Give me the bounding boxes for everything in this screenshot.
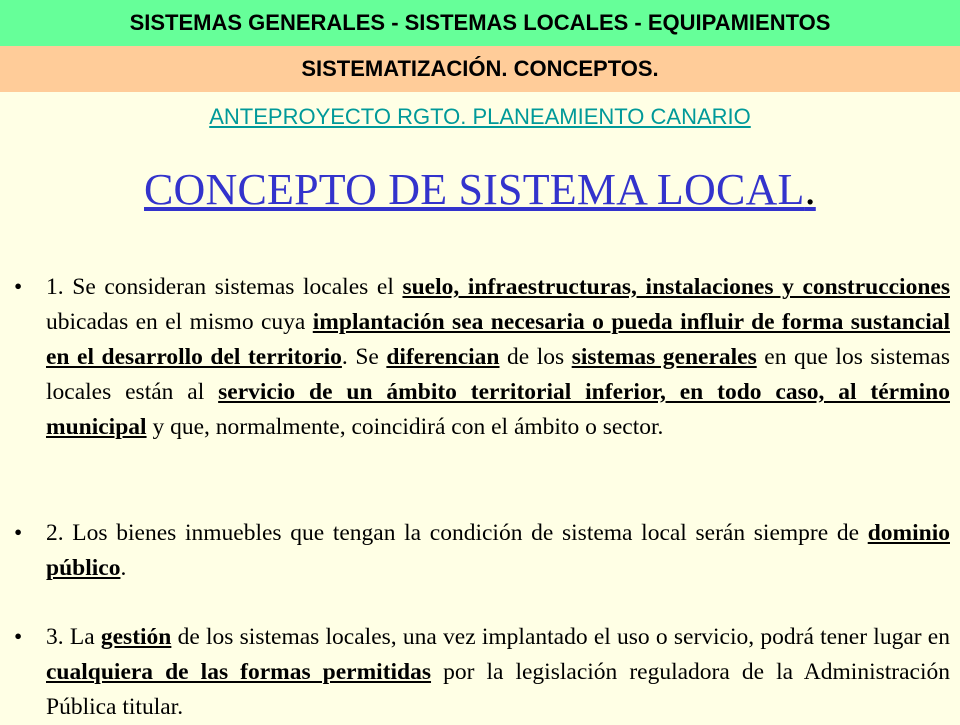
- bullet-item-1: [14, 270, 951, 445]
- header-subtitle-bar: [0, 46, 960, 92]
- bullet-item-2: [14, 516, 950, 586]
- emphasis: suelo, infraestructuras, instalaciones y construcciones: [402, 274, 950, 300]
- bullet-item-3: [14, 620, 950, 725]
- bullet-text: de los: [499, 344, 572, 370]
- emphasis: sistemas generales: [571, 344, 757, 370]
- emphasis: diferencian: [386, 344, 500, 370]
- bullet-text: y que, normalmente, coincidirá con el ámbito o sector.: [146, 414, 664, 440]
- emphasis: cualquiera de las formas permitidas: [46, 659, 432, 685]
- bullet-text: 2. Los bienes inmuebles que tengan la condición de sistema local serán siempre de: [46, 520, 868, 546]
- page-title-period: .: [804, 165, 816, 214]
- bullet-text: .: [120, 555, 127, 581]
- header-title: SISTEMAS GENERALES - SISTEMAS LOCALES - EQUIPAMIENTOS: [129, 10, 831, 35]
- bullet-text: ubicadas en el mismo cuya: [46, 309, 313, 335]
- bullet-text: por la legislación reguladora de la Administración Pública titular.: [46, 659, 950, 720]
- header-subtitle: SISTEMATIZACIÓN. CONCEPTOS.: [301, 56, 659, 81]
- emphasis: dominio público: [46, 520, 950, 581]
- page-title-text: CONCEPTO DE SISTEMA LOCAL: [144, 165, 805, 214]
- emphasis: implantación sea necesaria o pueda influir de forma sustancial en el desarrollo del territorio: [46, 309, 950, 370]
- bullet-icon: •: [14, 274, 23, 300]
- bullet-text: de los sistemas locales, una vez implantado el uso o servicio, podrá tener lugar en: [171, 624, 950, 650]
- bullet-text: 1. Se consideran sistemas locales el: [46, 274, 403, 300]
- bullet-text: en que los sistemas locales están al: [46, 344, 951, 405]
- bullet-icon: •: [14, 520, 23, 546]
- bullet-text: . Se: [341, 344, 387, 370]
- page-title: [144, 164, 816, 215]
- emphasis: servicio de un ámbito territorial inferior, en todo caso, al término municipal: [46, 379, 950, 440]
- emphasis: gestión: [100, 624, 172, 650]
- source-link[interactable]: ANTEPROYECTO RGTO. PLANEAMIENTO CANARIO: [209, 104, 751, 129]
- header-title-bar: [0, 0, 960, 46]
- bullet-icon: •: [14, 624, 23, 650]
- bullet-text: 3. La: [46, 624, 101, 650]
